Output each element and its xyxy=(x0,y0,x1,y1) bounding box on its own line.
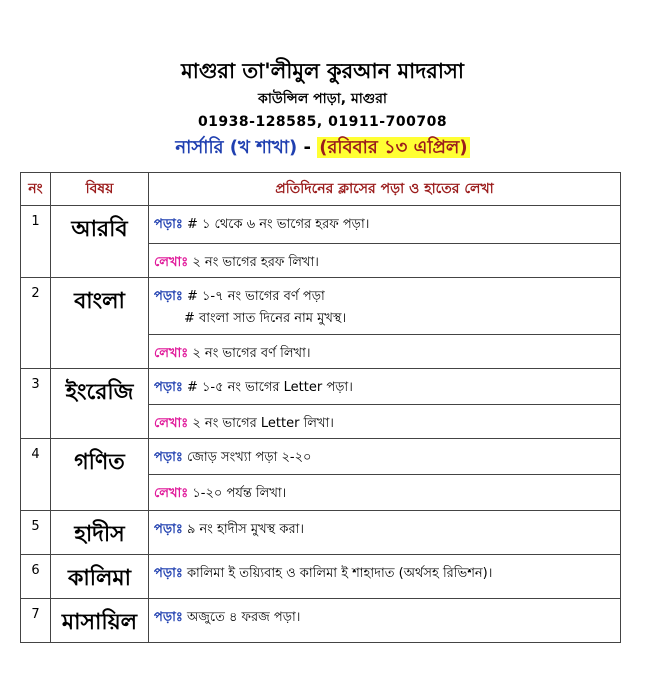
read-label: পড়াঃ xyxy=(154,380,183,395)
row-number: 5 xyxy=(21,511,51,555)
read-text: # ১ থেকে ৬ নং ভাগের হরফ পড়া। xyxy=(186,217,370,232)
class-name: নার্সারি (খ শাখা) xyxy=(175,137,298,158)
row-number: 1 xyxy=(21,206,51,278)
read-task xyxy=(149,511,621,555)
row-number: 3 xyxy=(21,369,51,439)
subject-name: ইংরেজি xyxy=(51,369,149,439)
subject-name: আরবি xyxy=(51,206,149,278)
col-header-subject: বিষয় xyxy=(51,173,149,206)
table-header-row xyxy=(21,173,621,206)
read-text: ৯ নং হাদীস মুখস্থ করা। xyxy=(186,522,305,537)
read-text-2: # বাংলা সাত দিনের নাম মুখস্থ। xyxy=(184,311,347,326)
table-row xyxy=(21,511,621,555)
write-text: ২ নং ভাগের বর্ণ লিখা। xyxy=(192,346,311,361)
subject-name: হাদীস xyxy=(51,511,149,555)
read-task xyxy=(149,599,621,643)
table-row xyxy=(21,439,621,475)
table-row xyxy=(21,278,621,335)
write-label: লেখাঃ xyxy=(154,346,189,361)
read-label: পড়াঃ xyxy=(154,522,183,537)
write-text: ২ নং ভাগের Letter লিখা। xyxy=(192,416,334,431)
write-task xyxy=(149,244,621,278)
col-header-no: নং xyxy=(21,173,51,206)
table-row xyxy=(21,555,621,599)
subject-name: বাংলা xyxy=(51,278,149,369)
row-number: 4 xyxy=(21,439,51,511)
subject-name: গণিত xyxy=(51,439,149,511)
subject-name: মাসায়িল xyxy=(51,599,149,643)
row-number: 7 xyxy=(21,599,51,643)
write-label: লেখাঃ xyxy=(154,416,189,431)
write-text: ১-২০ পর্যন্ত লিখা। xyxy=(192,486,287,501)
subject-name: কালিমা xyxy=(51,555,149,599)
read-task xyxy=(149,278,621,335)
routine-table xyxy=(20,172,621,643)
read-text: জোড় সংখ্যা পড়া ২-২০ xyxy=(186,450,312,465)
write-task xyxy=(149,405,621,439)
col-header-tasks: প্রতিদিনের ক্লাসের পড়া ও হাতের লেখা xyxy=(149,173,621,206)
table-row xyxy=(21,369,621,405)
date-highlight: (রবিবার ১৩ এপ্রিল) xyxy=(319,137,468,158)
phone-numbers: 01938-128585, 01911-700708 xyxy=(197,114,448,130)
row-number: 6 xyxy=(21,555,51,599)
separator: - xyxy=(303,137,312,158)
read-text: কালিমা ই তয়্যিবাহ ও কালিমা ই শাহাদাত (অর্থসহ রিভিশন)। xyxy=(186,566,493,581)
read-label: পড়াঃ xyxy=(154,450,183,465)
row-number: 2 xyxy=(21,278,51,369)
madrasa-title: মাগুরা তা'লীমুল কুরআন মাদরাসা xyxy=(181,59,464,83)
write-task xyxy=(149,335,621,369)
write-label: লেখাঃ xyxy=(154,255,189,270)
write-task xyxy=(149,475,621,511)
read-task xyxy=(149,439,621,475)
read-label: পড়াঃ xyxy=(154,610,183,625)
read-label: পড়াঃ xyxy=(154,566,183,581)
read-text: # ১-৭ নং ভাগের বর্ণ পড়া xyxy=(186,289,325,304)
address: কাউন্সিল পাড়া, মাগুরা xyxy=(258,91,387,107)
read-text: # ১-৫ নং ভাগের Letter পড়া। xyxy=(186,380,353,395)
write-text: ২ নং ভাগের হরফ লিখা। xyxy=(192,255,319,270)
read-label: পড়াঃ xyxy=(154,217,183,232)
read-label: পড়াঃ xyxy=(154,289,183,304)
read-task xyxy=(149,555,621,599)
read-task xyxy=(149,206,621,244)
read-text: অজুতে ৪ ফরজ পড়া। xyxy=(186,610,301,625)
table-row xyxy=(21,206,621,244)
read-task xyxy=(149,369,621,405)
write-label: লেখাঃ xyxy=(154,486,189,501)
class-date-line xyxy=(0,135,645,161)
table-row xyxy=(21,599,621,643)
